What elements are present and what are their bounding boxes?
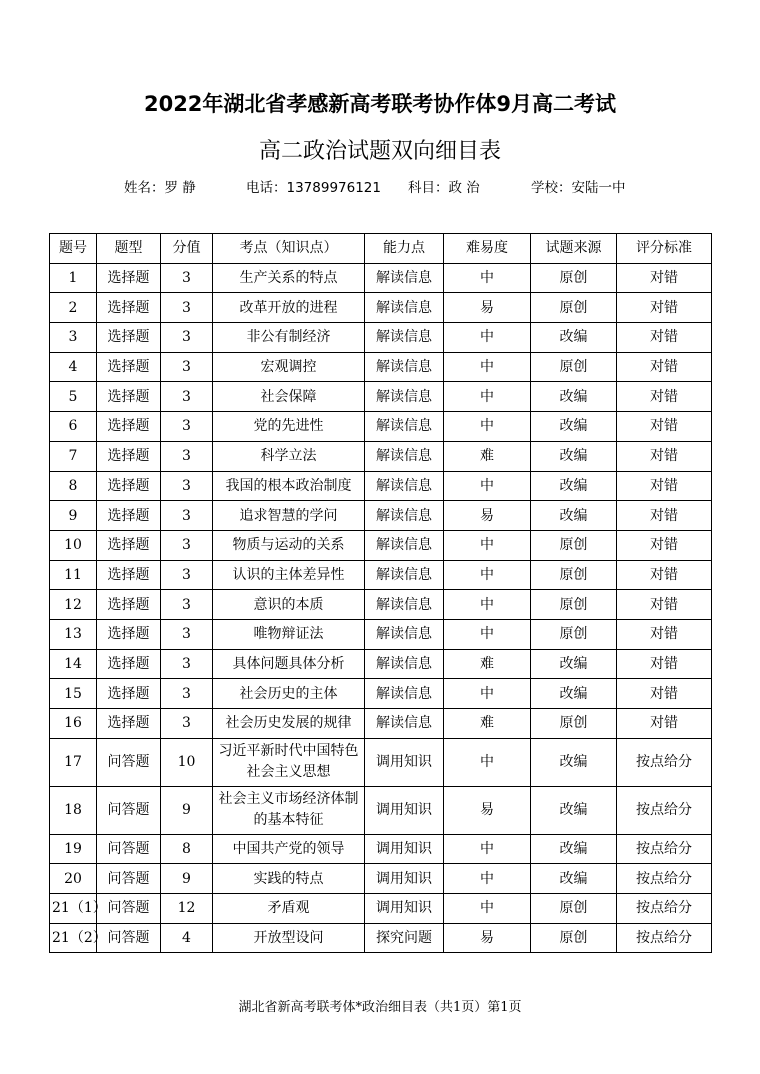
question-type-cell: 选择题 (97, 323, 161, 353)
score-cell: 3 (161, 293, 213, 323)
header-knowledge-point: 考点（知识点） (213, 234, 365, 264)
question-number-cell: 17 (50, 738, 97, 786)
question-number-cell: 19 (50, 834, 97, 864)
knowledge-point-cell: 习近平新时代中国特色社会主义思想 (213, 738, 365, 786)
source-cell: 原创 (531, 263, 617, 293)
question-number-cell: 21（2） (50, 923, 97, 953)
difficulty-cell: 易 (444, 501, 531, 531)
header-question-number: 题号 (50, 234, 97, 264)
grading-cell: 按点给分 (617, 923, 712, 953)
table-row (50, 894, 712, 924)
ability-cell: 解读信息 (365, 709, 444, 739)
source-cell: 改编 (531, 786, 617, 834)
question-type-cell: 选择题 (97, 530, 161, 560)
table-row (50, 501, 712, 531)
score-cell: 3 (161, 679, 213, 709)
ability-cell: 解读信息 (365, 293, 444, 323)
question-type-cell: 选择题 (97, 441, 161, 471)
difficulty-cell: 中 (444, 412, 531, 442)
score-cell: 4 (161, 923, 213, 953)
source-cell: 改编 (531, 679, 617, 709)
knowledge-point-cell: 非公有制经济 (213, 323, 365, 353)
table-row (50, 864, 712, 894)
difficulty-cell: 难 (444, 649, 531, 679)
question-type-cell: 选择题 (97, 263, 161, 293)
grading-cell: 对错 (617, 441, 712, 471)
header-ability: 能力点 (365, 234, 444, 264)
source-cell: 原创 (531, 923, 617, 953)
source-cell: 改编 (531, 834, 617, 864)
knowledge-point-cell: 社会历史的主体 (213, 679, 365, 709)
question-number-cell: 16 (50, 709, 97, 739)
question-type-cell: 选择题 (97, 471, 161, 501)
difficulty-cell: 中 (444, 530, 531, 560)
table-header-row (50, 234, 712, 264)
question-type-cell: 选择题 (97, 649, 161, 679)
ability-cell: 解读信息 (365, 382, 444, 412)
score-cell: 3 (161, 412, 213, 442)
table-row (50, 649, 712, 679)
ability-cell: 解读信息 (365, 352, 444, 382)
knowledge-point-cell: 生产关系的特点 (213, 263, 365, 293)
grading-cell: 对错 (617, 619, 712, 649)
question-type-cell: 选择题 (97, 679, 161, 709)
table-row (50, 412, 712, 442)
knowledge-point-cell: 认识的主体差异性 (213, 560, 365, 590)
question-number-cell: 11 (50, 560, 97, 590)
source-cell: 改编 (531, 412, 617, 442)
difficulty-cell: 中 (444, 679, 531, 709)
ability-cell: 解读信息 (365, 619, 444, 649)
difficulty-cell: 中 (444, 619, 531, 649)
ability-cell: 解读信息 (365, 501, 444, 531)
table-row (50, 834, 712, 864)
difficulty-cell: 中 (444, 471, 531, 501)
question-number-cell: 5 (50, 382, 97, 412)
grading-cell: 按点给分 (617, 786, 712, 834)
question-number-cell: 18 (50, 786, 97, 834)
grading-cell: 对错 (617, 530, 712, 560)
source-cell: 原创 (531, 560, 617, 590)
ability-cell: 解读信息 (365, 263, 444, 293)
difficulty-cell: 难 (444, 441, 531, 471)
ability-cell: 解读信息 (365, 441, 444, 471)
ability-cell: 解读信息 (365, 679, 444, 709)
ability-cell: 调用知识 (365, 738, 444, 786)
knowledge-point-cell: 科学立法 (213, 441, 365, 471)
score-cell: 8 (161, 834, 213, 864)
specification-table (49, 233, 712, 953)
table-row (50, 352, 712, 382)
question-number-cell: 9 (50, 501, 97, 531)
table-row (50, 323, 712, 353)
source-cell: 改编 (531, 738, 617, 786)
knowledge-point-cell: 我国的根本政治制度 (213, 471, 365, 501)
exam-subject: 科目：政 治 (408, 180, 480, 196)
page-footer: 湖北省新高考联考体*政治细目表（共1页）第1页 (238, 1000, 522, 1015)
source-cell: 原创 (531, 293, 617, 323)
table-row (50, 619, 712, 649)
question-type-cell: 问答题 (97, 834, 161, 864)
table-row (50, 441, 712, 471)
score-cell: 3 (161, 590, 213, 620)
ability-cell: 解读信息 (365, 471, 444, 501)
question-number-cell: 14 (50, 649, 97, 679)
grading-cell: 对错 (617, 590, 712, 620)
knowledge-point-cell: 宏观调控 (213, 352, 365, 382)
difficulty-cell: 中 (444, 352, 531, 382)
grading-cell: 对错 (617, 263, 712, 293)
ability-cell: 调用知识 (365, 834, 444, 864)
grading-cell: 对错 (617, 649, 712, 679)
score-cell: 3 (161, 530, 213, 560)
grading-cell: 按点给分 (617, 738, 712, 786)
table-row (50, 590, 712, 620)
difficulty-cell: 中 (444, 263, 531, 293)
question-type-cell: 选择题 (97, 619, 161, 649)
difficulty-cell: 中 (444, 323, 531, 353)
header-source: 试题来源 (531, 234, 617, 264)
knowledge-point-cell: 物质与运动的关系 (213, 530, 365, 560)
difficulty-cell: 中 (444, 382, 531, 412)
score-cell: 3 (161, 352, 213, 382)
grading-cell: 对错 (617, 679, 712, 709)
table-row (50, 923, 712, 953)
knowledge-point-cell: 党的先进性 (213, 412, 365, 442)
difficulty-cell: 易 (444, 786, 531, 834)
question-type-cell: 选择题 (97, 382, 161, 412)
knowledge-point-cell: 意识的本质 (213, 590, 365, 620)
question-type-cell: 问答题 (97, 923, 161, 953)
table-row (50, 471, 712, 501)
table-row (50, 738, 712, 786)
ability-cell: 解读信息 (365, 560, 444, 590)
ability-cell: 调用知识 (365, 864, 444, 894)
source-cell: 原创 (531, 619, 617, 649)
grading-cell: 对错 (617, 501, 712, 531)
score-cell: 3 (161, 382, 213, 412)
difficulty-cell: 易 (444, 923, 531, 953)
knowledge-point-cell: 唯物辩证法 (213, 619, 365, 649)
score-cell: 3 (161, 263, 213, 293)
question-number-cell: 12 (50, 590, 97, 620)
knowledge-point-cell: 实践的特点 (213, 864, 365, 894)
score-cell: 9 (161, 864, 213, 894)
grading-cell: 对错 (617, 323, 712, 353)
table-row (50, 293, 712, 323)
question-number-cell: 7 (50, 441, 97, 471)
grading-cell: 对错 (617, 293, 712, 323)
author-phone: 电话：13789976121 (246, 180, 381, 196)
grading-cell: 对错 (617, 471, 712, 501)
ability-cell: 探究问题 (365, 923, 444, 953)
table-row (50, 786, 712, 834)
score-cell: 12 (161, 894, 213, 924)
question-type-cell: 选择题 (97, 560, 161, 590)
table-body (50, 263, 712, 953)
author-name: 姓名：罗 静 (124, 180, 196, 196)
table-row (50, 530, 712, 560)
difficulty-cell: 中 (444, 864, 531, 894)
question-number-cell: 1 (50, 263, 97, 293)
ability-cell: 解读信息 (365, 530, 444, 560)
question-number-cell: 20 (50, 864, 97, 894)
score-cell: 3 (161, 709, 213, 739)
question-type-cell: 问答题 (97, 786, 161, 834)
source-cell: 改编 (531, 649, 617, 679)
knowledge-point-cell: 矛盾观 (213, 894, 365, 924)
knowledge-point-cell: 社会历史发展的规律 (213, 709, 365, 739)
knowledge-point-cell: 具体问题具体分析 (213, 649, 365, 679)
question-number-cell: 8 (50, 471, 97, 501)
question-type-cell: 问答题 (97, 738, 161, 786)
knowledge-point-cell: 开放型设问 (213, 923, 365, 953)
header-difficulty: 难易度 (444, 234, 531, 264)
table-row (50, 679, 712, 709)
question-type-cell: 选择题 (97, 709, 161, 739)
source-cell: 改编 (531, 382, 617, 412)
table-row (50, 560, 712, 590)
source-cell: 原创 (531, 352, 617, 382)
ability-cell: 解读信息 (365, 412, 444, 442)
score-cell: 3 (161, 441, 213, 471)
document-subtitle: 高二政治试题双向细目表 (258, 139, 501, 164)
difficulty-cell: 难 (444, 709, 531, 739)
source-cell: 改编 (531, 501, 617, 531)
score-cell: 9 (161, 786, 213, 834)
difficulty-cell: 中 (444, 560, 531, 590)
knowledge-point-cell: 中国共产党的领导 (213, 834, 365, 864)
ability-cell: 解读信息 (365, 590, 444, 620)
source-cell: 原创 (531, 709, 617, 739)
question-number-cell: 3 (50, 323, 97, 353)
source-cell: 改编 (531, 471, 617, 501)
knowledge-point-cell: 改革开放的进程 (213, 293, 365, 323)
grading-cell: 按点给分 (617, 834, 712, 864)
question-type-cell: 选择题 (97, 501, 161, 531)
header-question-type: 题型 (97, 234, 161, 264)
question-type-cell: 选择题 (97, 352, 161, 382)
source-cell: 原创 (531, 590, 617, 620)
difficulty-cell: 易 (444, 293, 531, 323)
ability-cell: 解读信息 (365, 323, 444, 353)
question-number-cell: 2 (50, 293, 97, 323)
score-cell: 3 (161, 560, 213, 590)
score-cell: 3 (161, 619, 213, 649)
source-cell: 改编 (531, 441, 617, 471)
question-type-cell: 问答题 (97, 894, 161, 924)
ability-cell: 解读信息 (365, 649, 444, 679)
grading-cell: 按点给分 (617, 864, 712, 894)
header-grading: 评分标准 (617, 234, 712, 264)
score-cell: 3 (161, 501, 213, 531)
grading-cell: 对错 (617, 382, 712, 412)
knowledge-point-cell: 追求智慧的学问 (213, 501, 365, 531)
question-type-cell: 选择题 (97, 590, 161, 620)
question-type-cell: 选择题 (97, 412, 161, 442)
difficulty-cell: 中 (444, 834, 531, 864)
ability-cell: 调用知识 (365, 894, 444, 924)
grading-cell: 按点给分 (617, 894, 712, 924)
grading-cell: 对错 (617, 709, 712, 739)
question-number-cell: 15 (50, 679, 97, 709)
table-row (50, 709, 712, 739)
score-cell: 3 (161, 471, 213, 501)
author-school: 学校：安陆一中 (531, 180, 626, 196)
question-type-cell: 问答题 (97, 864, 161, 894)
source-cell: 原创 (531, 894, 617, 924)
difficulty-cell: 中 (444, 894, 531, 924)
score-cell: 10 (161, 738, 213, 786)
difficulty-cell: 中 (444, 738, 531, 786)
author-info-row (0, 174, 760, 196)
question-type-cell: 选择题 (97, 293, 161, 323)
question-number-cell: 13 (50, 619, 97, 649)
ability-cell: 调用知识 (365, 786, 444, 834)
knowledge-point-cell: 社会主义市场经济体制的基本特征 (213, 786, 365, 834)
question-number-cell: 10 (50, 530, 97, 560)
question-number-cell: 21（1） (50, 894, 97, 924)
source-cell: 原创 (531, 530, 617, 560)
header-score: 分值 (161, 234, 213, 264)
difficulty-cell: 中 (444, 590, 531, 620)
grading-cell: 对错 (617, 412, 712, 442)
knowledge-point-cell: 社会保障 (213, 382, 365, 412)
table-row (50, 263, 712, 293)
table-row (50, 382, 712, 412)
question-number-cell: 6 (50, 412, 97, 442)
grading-cell: 对错 (617, 352, 712, 382)
grading-cell: 对错 (617, 560, 712, 590)
source-cell: 改编 (531, 323, 617, 353)
score-cell: 3 (161, 323, 213, 353)
score-cell: 3 (161, 649, 213, 679)
source-cell: 改编 (531, 864, 617, 894)
question-number-cell: 4 (50, 352, 97, 382)
document-title: 2022年湖北省孝感新高考联考协作体9月高二考试 (143, 92, 617, 116)
